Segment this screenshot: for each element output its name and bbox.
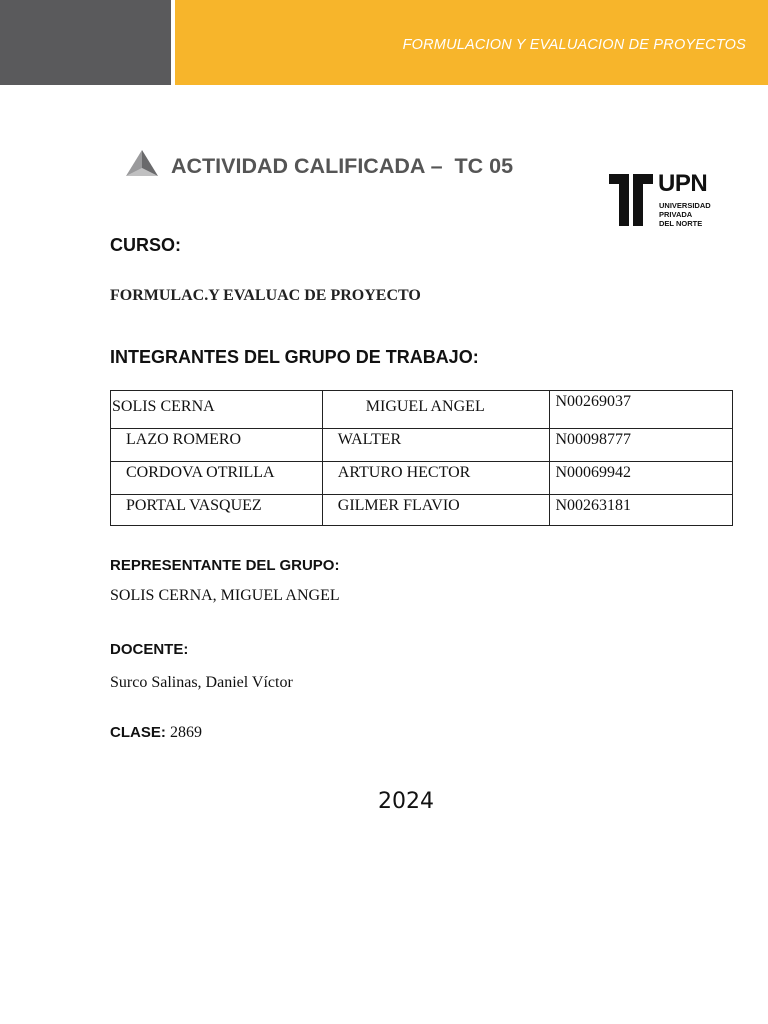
- clase-label: CLASE:: [110, 724, 170, 741]
- member-code: N00269037: [550, 391, 733, 429]
- upn-logo-mark-icon: [607, 170, 655, 228]
- member-surname: PORTAL VASQUEZ: [111, 495, 323, 526]
- member-name: ARTURO HECTOR: [322, 462, 550, 495]
- table-row: [111, 462, 733, 495]
- logo-subtitle: [659, 201, 711, 228]
- docente-label: DOCENTE:: [110, 641, 189, 658]
- representante-label: REPRESENTANTE DEL GRUPO:: [110, 557, 340, 574]
- arrow-pointer-icon: [125, 149, 159, 179]
- member-code: N00069942: [550, 462, 733, 495]
- member-surname: CORDOVA OTRILLA: [111, 462, 323, 495]
- header-banner: [0, 0, 768, 85]
- member-name: WALTER: [322, 429, 550, 462]
- member-code: N00263181: [550, 495, 733, 526]
- header-gray-block: [0, 0, 171, 85]
- clase-row: [110, 724, 202, 742]
- representante-value: SOLIS CERNA, MIGUEL ANGEL: [110, 587, 340, 604]
- table-row: [111, 391, 733, 429]
- member-name: MIGUEL ANGEL: [322, 391, 550, 429]
- docente-value: Surco Salinas, Daniel Víctor: [110, 674, 293, 691]
- curso-value: FORMULAC.Y EVALUAC DE PROYECTO: [110, 287, 421, 304]
- logo-name: UPN: [658, 170, 708, 197]
- page-title: ACTIVIDAD CALIFICADA – TC 05: [171, 154, 514, 178]
- curso-label: CURSO:: [110, 235, 181, 255]
- header-course-title: FORMULACION Y EVALUACION DE PROYECTOS: [402, 37, 746, 53]
- logo-line-1: UNIVERSIDAD: [659, 201, 711, 210]
- integrantes-label: INTEGRANTES DEL GRUPO DE TRABAJO:: [110, 347, 479, 367]
- table-row: [111, 495, 733, 526]
- members-table: [110, 390, 733, 526]
- year: 2024: [378, 789, 434, 814]
- member-surname: LAZO ROMERO: [111, 429, 323, 462]
- logo-line-3: DEL NORTE: [659, 219, 703, 228]
- table-row: [111, 429, 733, 462]
- member-surname: SOLIS CERNA: [111, 391, 323, 429]
- upn-logo: [607, 170, 717, 228]
- member-code: N00098777: [550, 429, 733, 462]
- logo-line-2: PRIVADA: [659, 210, 693, 219]
- clase-value: 2869: [170, 724, 202, 741]
- member-name: GILMER FLAVIO: [322, 495, 550, 526]
